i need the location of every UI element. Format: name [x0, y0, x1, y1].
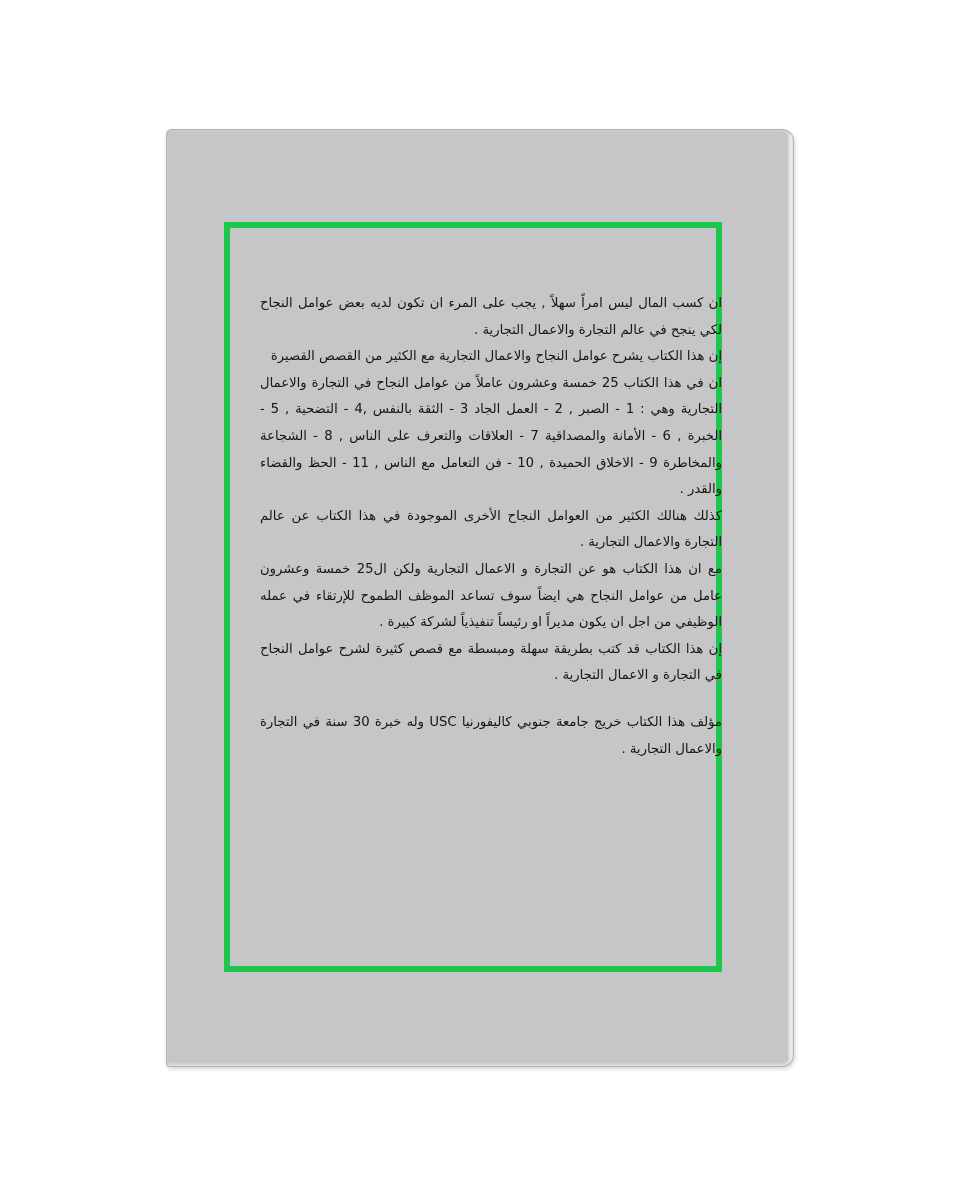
blurb-paragraph-5: مع ان هذا الكتاب هو عن التجارة و الاعمال التجارية ولكن ال25 خمسة وعشرون عامل من عوامل النجاح هي ايضاً سوف تساعد الموظف الطموح للإرتقاء في عمله الوظيفي من اجل ان يكون مديراً او رئيساً تنفيذياً لشركة كبيرة .: [260, 561, 722, 631]
blurb-text: [260, 291, 722, 763]
blurb-paragraph-4: كذلك هنالك الكثير من العوامل النجاح الأخرى الموجودة في هذا الكتاب عن عالم التجارة والاعمال التجارية .: [260, 508, 722, 551]
blurb-paragraph-2: إن هذا الكتاب يشرح عوامل النجاح والاعمال التجارية مع الكثير من القصص القصيرة: [270, 349, 722, 365]
book-back-cover: [166, 129, 794, 1067]
blurb-paragraph-6: إن هذا الكتاب قد كتب بطريقة سهلة ومبسطة مع قصص كثيرة لشرح عوامل النجاح في التجارة و الاعمال التجارية .: [260, 641, 722, 684]
blurb-paragraph-1: ان كسب المال ليس امراً سهلاً , يجب على المرء ان تكون لديه بعض عوامل النجاح لكي ينجح في عالم التجارة والاعمال التجارية .: [260, 296, 722, 338]
blurb-paragraph-3: ان في هذا الكتاب 25 خمسة وعشرون عاملاً من عوامل النجاح في التجارة والاعمال التجارية وهي : 1 - الصبر , 2 - العمل الجاد 3 - الثقة بالنفس ,4 - التضحية , 5 - الخبرة , 6 - الأمانة والمصداقية 7 - العلاقات والتعرف على الناس , 8 - الشجاعة والمخاطرة 9 - الاخلاق الحميدة , 10 - فن التعامل مع الناس , 11 - الحظ والقضاء والقدر .: [260, 375, 722, 498]
author-note: مؤلف هذا الكتاب خريج جامعة جنوبي كاليفورنيا USC وله خبرة 30 سنة في التجارة والاعمال التجارية .: [260, 714, 722, 757]
